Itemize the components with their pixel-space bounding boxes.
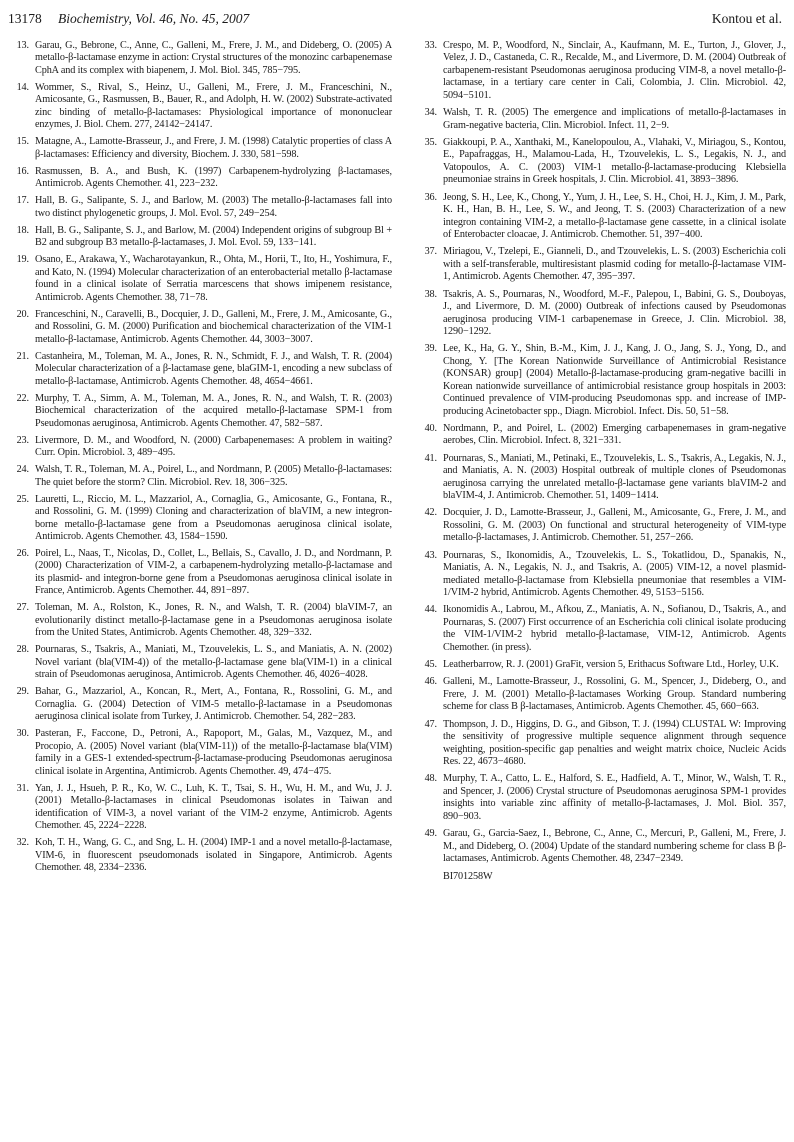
reference-entry: [10, 254, 392, 304]
reference-text: Garau, G., Bebrone, C., Anne, C., Galleni, M., Frere, J. M., and Dideberg, O. (2005) A metallo-β-lactamase enzyme in action: Crystal structures of the monozinc carbapenemase CphA and its complex with biapenem, J. Mol. Biol. 345, 785−795.: [35, 40, 392, 76]
reference-text: Crespo, M. P., Woodford, N., Sinclair, A., Kaufmann, M. E., Turton, J., Glover, J., Velez, J. D., Castaneda, C. R., Recalde, M., and Livermore, D. M. (2004) Outbreak of carbapenem-resistant Pseudomonas aeruginosa producing VIM-8, a novel metallo-β-lactamase, in a tertiary care center in Cali, Colombia, J. Clin. Microbiol. 42, 5094−5101.: [443, 40, 786, 101]
reference-number: 37.: [424, 246, 437, 258]
reference-number: 39.: [424, 343, 437, 355]
references-left-column: [10, 40, 392, 1132]
reference-entry: [418, 604, 786, 654]
reference-text: Toleman, M. A., Rolston, K., Jones, R. N., and Walsh, T. R. (2004) blaVIM-7, an evolutionarily distinct metallo-β-lactamase gene in a Pseudomonas aeruginosa isolate from the United States, Antimicrob. Agents Chemother. 48, 329−332.: [35, 602, 392, 639]
reference-entry: [10, 351, 392, 388]
reference-entry: [10, 393, 392, 430]
reference-text: Lee, K., Ha, G. Y., Shin, B.-M., Kim, J. J., Kang, J. O., Jang, S. J., Yong, D., and Chong, Y. [The Korean Nationwide Surveillance of Antimicrobial Resistance (KONSAR) group] (2004) Metallo-β-lactamase-producing gram-negative bacilli in Korean nationwide surveillance of antimicrobial resistance group hospitals in 2003: Continued prevalence of VIM-producing Pseudomonas spp. and increase of IMP-producing Acinetobacter spp., Diagn. Microbiol. Infect. Dis. 50, 51−58.: [443, 343, 786, 417]
reference-text: Thompson, J. D., Higgins, D. G., and Gibson, T. J. (1994) CLUSTAL W: Improving the sensitivity of progressive multiple sequence alignment through sequence weighting, position-specific gap penalties and weight matrix choice, Nucleic Acids Res. 22, 4673−4680.: [443, 718, 786, 768]
reference-number: 16.: [16, 165, 29, 177]
reference-text: Castanheira, M., Toleman, M. A., Jones, R. N., Schmidt, F. J., and Walsh, T. R. (2004) Molecular characterization of a β-lactamase gene, blaGIM-1, encoding a new subclass of metallo-β-lactamase, Antimicrob. Agents Chemother. 48, 4654−4661.: [35, 350, 392, 387]
reference-text: Franceschini, N., Caravelli, B., Docquier, J. D., Galleni, M., Frere, J. M., Amicosante, G., and Rossolini, G. M. (2000) Purification and biochemical characterization of the VIM-1 metallo-β-lactamase, Antimicrob. Agents Chemother. 44, 3003−3007.: [35, 308, 392, 345]
reference-entry: [10, 837, 392, 874]
reference-entry: [10, 309, 392, 346]
reference-number: 21.: [16, 350, 29, 362]
reference-number: 31.: [16, 782, 29, 794]
reference-number: 15.: [16, 136, 29, 148]
reference-text: Walsh, T. R., Toleman, M. A., Poirel, L., and Nordmann, P. (2005) Metallo-β-lactamases: The quiet before the storm? Clin. Microbiol. Rev. 18, 306−325.: [35, 464, 392, 488]
reference-entry: [418, 137, 786, 187]
reference-text: Walsh, T. R. (2005) The emergence and implications of metallo-β-lactamases in Gram-negative bacteria, Clin. Microbiol. Infect. 11, 2−9.: [443, 107, 786, 131]
journal-citation: Biochemistry, Vol. 46, No. 45, 2007: [58, 11, 250, 26]
reference-entry: [10, 783, 392, 833]
reference-number: 19.: [16, 254, 29, 266]
reference-text: Murphy, T. A., Catto, L. E., Halford, S. E., Hadfield, A. T., Minor, W., Walsh, T. R., and Spencer, J. (2006) Crystal structure of Pseudomonas aeruginosa SPM-1 provides insights into variable zinc affinity of metallo-β-lactamases, J. Mol. Biol. 357, 890−903.: [443, 773, 786, 822]
reference-entry: [10, 602, 392, 639]
reference-text: Bahar, G., Mazzariol, A., Koncan, R., Mert, A., Fontana, R., Rossolini, G. M., and Cornaglia. G. (2004) Detection of VIM-5 metallo-β-lactamase in a Pseudomonas aeruginosa clinical isolate from Turkey, J. Antimicrob. Chemother. 54, 282−283.: [35, 686, 392, 723]
reference-text: Jeong, S. H., Lee, K., Chong, Y., Yum, J. H., Lee, S. H., Choi, H. J., Kim, J. M., Park, K. H., Han, B. H., Lee, S. W., and Jeong, T. S. (2003) Characterization of a new integron containing VIM-2, a metallo-β-lactamase gene cassette, in a clinical isolate of Enterobacter cloacae, J. Antimicrob. Chemother. 51, 397−400.: [443, 191, 786, 241]
reference-number: 30.: [16, 728, 29, 740]
reference-number: 45.: [424, 659, 437, 671]
reference-entry: [418, 659, 786, 671]
reference-text: Osano, E., Arakawa, Y., Wacharotayankun, R., Ohta, M., Horii, T., Ito, H., Yoshimura, F., and Kato, N. (1994) Molecular characterization of an enterobacterial metallo β-lactamase found in a clinical isolate of Serratia marcescens that shows imipenem resistance, Antimicrob. Agents Chemother. 38, 71−78.: [35, 254, 392, 303]
reference-text: Pournaras, S., Ikonomidis, A., Tzouvelekis, L. S., Tokatlidou, D., Spanakis, N., Maniatis, A. N., Legakis, N. J., and Tsakris, A. (2005) VIM-12, a novel plasmid-mediated metallo-β-lactamase from Klebsiella pneumoniae that resembles a VIM-1/VIM-2 hybrid, Antimicrob. Agents Chemother. 49, 5153−5156.: [443, 549, 786, 599]
reference-text: Livermore, D. M., and Woodford, N. (2000) Carbapenemases: A problem in waiting? Curr. Opin. Microbiol. 3, 489−495.: [35, 434, 392, 459]
reference-entry: [418, 676, 786, 713]
reference-entry: [10, 644, 392, 681]
reference-number: 20.: [16, 308, 29, 320]
reference-text: Galleni, M., Lamotte-Brasseur, J., Rossolini, G. M., Spencer, J., Dideberg, O., and Frere, J. M. (2001) Metallo-β-lactamases Working Group. Standard numbering scheme for class B β-lactamases, Antimicrob. Agents Chemother. 45, 660−663.: [443, 676, 786, 713]
reference-entry: [10, 548, 392, 598]
reference-text: Murphy, T. A., Simm, A. M., Toleman, M. A., Jones, R. N., and Walsh, T. R. (2003) Biochemical characterization of the acquired metallo-β-lactamase SPM-1 from Pseudomonas aeruginosa, Antimicrob. Agents Chemother. 47, 582−587.: [35, 392, 392, 429]
reference-entry: [418, 453, 786, 503]
reference-entry: [10, 728, 392, 778]
reference-number: 26.: [16, 548, 29, 560]
reference-entry: [10, 464, 392, 489]
reference-number: 25.: [16, 493, 29, 505]
reference-text: Hall, B. G., Salipante, S. J., and Barlow, M. (2003) The metallo-β-lactamases fall into two distinct phylogenetic groups, J. Mol. Evol. 57, 249−254.: [35, 195, 392, 219]
reference-text: Docquier, J. D., Lamotte-Brasseur, J., Galleni, M., Amicosante, G., Frere, J. M., and Rossolini, G. M. (2003) On functional and structural heterogeneity of VIM-type metallo-β-lactamases, J. Antimicrob. Chemother. 51, 257−266.: [443, 507, 786, 544]
reference-text: Pournaras, S., Tsakris, A., Maniati, M., Tzouvelekis, L. S., and Maniatis, A. N. (2002) Novel variant (bla(VIM-4)) of the metallo-β-lactamase gene bla(VIM-1) in a clinical strain of Pseudomonas aeruginosa, Antimicrob. Agents Chemother. 46, 4026−4028.: [35, 644, 392, 681]
reference-number: 23.: [16, 434, 29, 446]
reference-number: 48.: [424, 773, 437, 785]
reference-entry: [418, 289, 786, 339]
reference-entry: [10, 225, 392, 250]
reference-number: 27.: [16, 602, 29, 614]
page-number: 13178: [8, 11, 42, 26]
reference-number: 46.: [424, 676, 437, 688]
reference-number: 49.: [424, 828, 437, 840]
reference-text: Pasteran, F., Faccone, D., Petroni, A., Rapoport, M., Galas, M., Vazquez, M., and Procopio, A. (2005) Novel variant (bla(VIM-11)) of the metallo-β-lactamase bla(VIM) family in a GES-1 extended-spectrum-β-lactamase-producing Pseudomonas aeruginosa clinical isolate in Argentina, Antimicrob. Agents Chemother. 49, 474−475.: [35, 728, 392, 777]
reference-number: 44.: [424, 604, 437, 616]
reference-number: 40.: [424, 422, 437, 434]
reference-entry: [10, 686, 392, 723]
reference-entry: [418, 423, 786, 448]
reference-entry: [418, 40, 786, 102]
reference-entry: [10, 494, 392, 544]
reference-entry: [418, 773, 786, 823]
reference-entry: [10, 195, 392, 220]
reference-text: Matagne, A., Lamotte-Brasseur, J., and Frere, J. M. (1998) Catalytic properties of class A β-lactamases: Efficiency and diversity, Biochem. J. 330, 581−598.: [35, 136, 392, 160]
reference-number: 28.: [16, 644, 29, 656]
reference-text: Nordmann, P., and Poirel, L. (2002) Emerging carbapenemases in gram-negative aerobes, Clin. Microbiol. Infect. 8, 321−331.: [443, 422, 786, 447]
reference-entry: [418, 550, 786, 600]
reference-number: 34.: [424, 107, 437, 119]
reference-number: 14.: [16, 81, 29, 93]
reference-text: Rasmussen, B. A., and Bush, K. (1997) Carbapenem-hydrolyzing β-lactamases, Antimicrob. Agents Chemother. 41, 223−232.: [35, 165, 392, 190]
reference-entry: [10, 435, 392, 460]
reference-entry: [10, 82, 392, 132]
reference-entry: [418, 107, 786, 132]
reference-number: 13.: [16, 40, 29, 51]
reference-number: 47.: [424, 718, 437, 730]
manuscript-code: BI701258W: [443, 871, 493, 883]
reference-entry: [418, 828, 786, 865]
reference-number: 35.: [424, 136, 437, 148]
reference-text: Ikonomidis A., Labrou, M., Afkou, Z., Maniatis, A. N., Sofianou, D., Tsakris, A., and Pournaras, S. (2007) First occurrence of an Escherichia coli clinical isolate producing the VIM-1/VIM-2 hybrid metallo-β-lactamase, VIM-12, Antimicrob. Agents Chemother. (in press).: [443, 604, 786, 653]
reference-number: 38.: [424, 288, 437, 300]
reference-entry: [418, 192, 786, 242]
reference-text: Poirel, L., Naas, T., Nicolas, D., Collet, L., Bellais, S., Cavallo, J. D., and Nordmann, P. (2000) Characterization of VIM-2, a carbapenem-hydrolyzing metallo-β-lactamase and its plasmid- and integron-borne gene from a Pseudomonas aeruginosa clinical isolate in France, Antimicrob. Agents Chemother. 44, 891−897.: [35, 548, 392, 597]
reference-number: 36.: [424, 191, 437, 203]
reference-number: 29.: [16, 686, 29, 698]
reference-number: 33.: [424, 40, 437, 51]
reference-text: Garau, G., Garcia-Saez, I., Bebrone, C., Anne, C., Mercuri, P., Galleni, M., Frere, J. M., and Dideberg, O. (2004) Update of the standard numbering scheme for class B β-lactamases, Antimicrob. Agents Chemother. 48, 2347−2349.: [443, 828, 786, 864]
reference-text: Tsakris, A. S., Pournaras, N., Woodford, M.-F., Palepou, I., Babini, G. S., Douboyas, J., and Livermore, D. M. (2000) Outbreak of infections caused by Pseudomonas aeruginosa producing VIM-1 carbapenemase in Greece, J. Clin. Microbiol. 38, 1290−1292.: [443, 288, 786, 337]
reference-number: 17.: [16, 195, 29, 207]
reference-text: Giakkoupi, P. A., Xanthaki, M., Kanelopoulou, A., Vlahaki, V., Miriagou, S., Kontou, E., Papafraggas, H., Malamou-Lada, H., Tzouvelekis, L. S., Legakis, N. J., and Vatopoulos, A. C. (2003) VIM-1 metallo-β-lactamase-producing Klebsiella pneumoniae strains in Greek hospitals, J. Clin. Microbiol. 41, 3893−3896.: [443, 136, 786, 186]
reference-number: 43.: [424, 549, 437, 561]
reference-text: Miriagou, V., Tzelepi, E., Gianneli, D., and Tzouvelekis, L. S. (2003) Escherichia coli with a self-transferable, multiresistant plasmid coding for metallo-β-lactamase VIM-1, Antimicrob. Agents Chemother. 47, 395−397.: [443, 246, 786, 283]
reference-entry: [10, 136, 392, 161]
reference-number: 42.: [424, 507, 437, 519]
reference-entry: [418, 719, 786, 769]
reference-number: 22.: [16, 392, 29, 404]
reference-entry: [10, 40, 392, 77]
reference-number: 18.: [16, 224, 29, 236]
reference-number: 32.: [16, 837, 29, 849]
reference-text: Yan, J. J., Hsueh, P. R., Ko, W. C., Luh, K. T., Tsai, S. H., Wu, H. M., and Wu, J. J. (2001) Metallo-β-lactamases in clinical Pseudomonas isolates in Taiwan and identification of VIM-3, a novel variant of the VIM-2 enzyme, Antimicrob. Agents Chemother. 45, 2224−2228.: [35, 782, 392, 832]
reference-number: 24.: [16, 464, 29, 476]
reference-entry: [418, 246, 786, 283]
running-header: [8, 8, 782, 30]
reference-text: Hall, B. G., Salipante, S. J., and Barlow, M. (2004) Independent origins of subgroup Bl + B2 and subgroup B3 metallo-β-lactamases, J. Mol. Evol. 59, 133−141.: [35, 224, 392, 249]
reference-number: 41.: [424, 452, 437, 464]
running-authors: Kontou et al.: [711, 11, 782, 26]
reference-text: Pournaras, S., Maniati, M., Petinaki, E., Tzouvelekis, L. S., Tsakris, A., Legakis, N. J., and Maniatis, A. N. (2003) Hospital outbreak of multiple clones of Pseudomonas aeruginosa carrying the unrelated metallo-β-lactamase gene variants blaVIM-2 and blaVIM-4, J. Antimicrob. Chemother. 51, 1409−1414.: [443, 452, 786, 502]
reference-text: Leatherbarrow, R. J. (2001) GraFit, version 5, Erithacus Software Ltd., Horley, U.K.: [443, 659, 779, 671]
references-right-column: [418, 40, 786, 1132]
reference-entry: [418, 343, 786, 418]
reference-text: Wommer, S., Rival, S., Heinz, U., Galleni, M., Frere, J. M., Franceschini, N., Amicosante, G., Rasmussen, B., Bauer, R., and Adolph, H. W. (2002) Substrate-activated zinc binding of metallo-β-lactamases: Physiological importance of mononuclear enzymes, J. Biol. Chem. 277, 24142−24147.: [35, 81, 392, 131]
reference-entry: [10, 166, 392, 191]
reference-entry: [418, 507, 786, 544]
reference-text: Koh, T. H., Wang, G. C., and Sng, L. H. (2004) IMP-1 and a novel metallo-β-lactamase, VIM-6, in fluorescent pseudomonads isolated in Singapore, Antimicrob. Agents Chemother. 48, 2334−2336.: [35, 837, 392, 874]
reference-text: Lauretti, L., Riccio, M. L., Mazzariol, A., Cornaglia, G., Amicosante, G., Fontana, R., and Rossolini, G. M. (1999) Cloning and characterization of blaVIM, a new integron-borne metallo-β-lactamase gene from a Pseudomonas aeruginosa clinical isolate, Antimicrob. Agents Chemother. 43, 1584−1590.: [35, 493, 392, 542]
